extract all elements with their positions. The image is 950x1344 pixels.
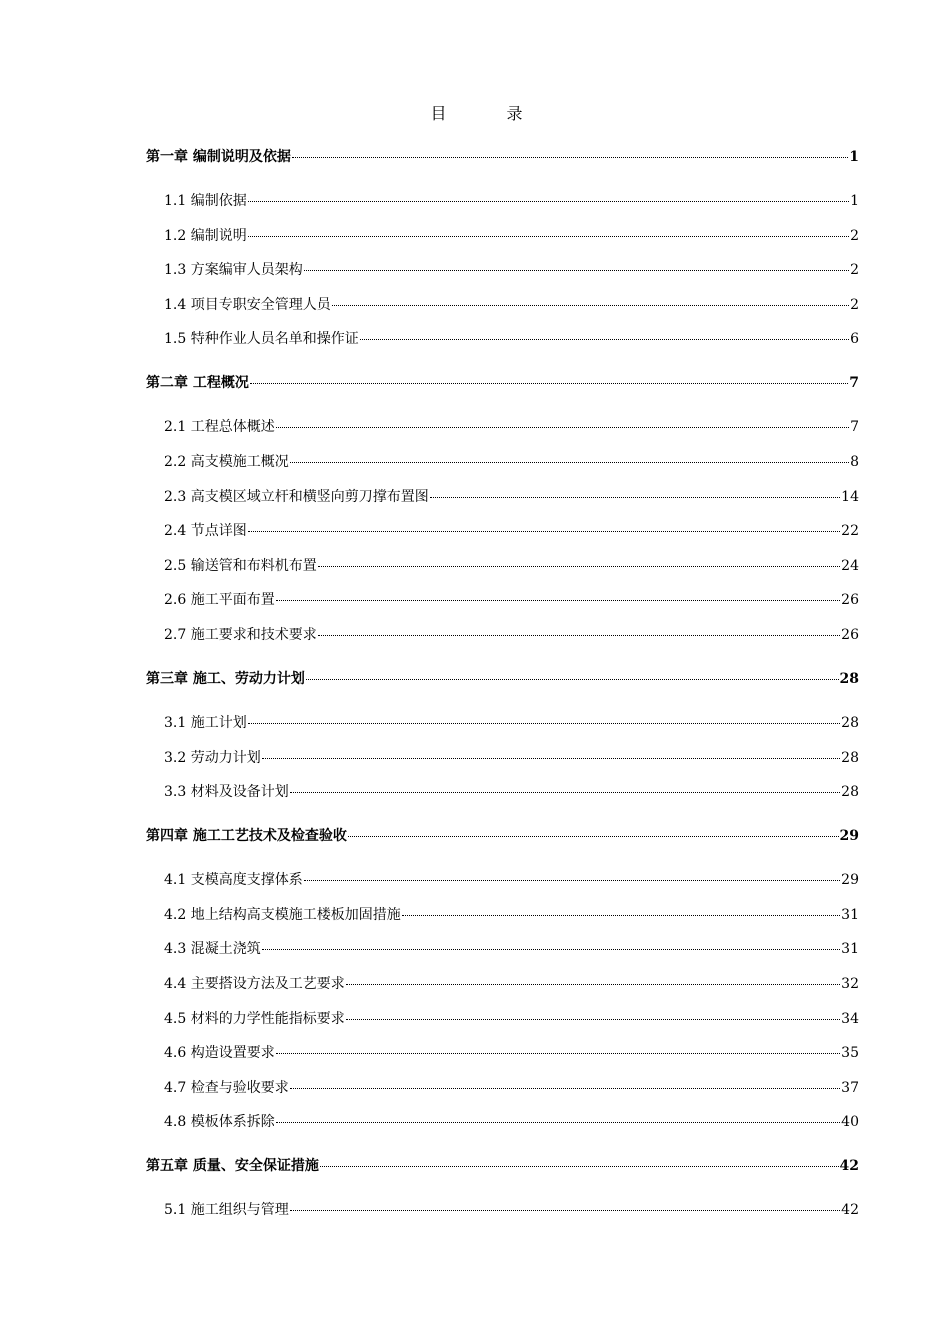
dot-leader [276, 1122, 840, 1123]
toc-entry-page: 28 [841, 749, 859, 766]
toc-entry-page: 28 [839, 671, 859, 687]
dot-leader [248, 531, 840, 532]
toc-entry-page: 31 [841, 941, 859, 958]
dot-leader [318, 566, 840, 567]
toc-entry[interactable] [164, 452, 859, 472]
toc-entry[interactable] [164, 590, 859, 610]
toc-entry-label: 3.3 材料及设备计划 [164, 784, 289, 801]
toc-entry-label: 3.2 劳动力计划 [164, 749, 261, 766]
toc-entry-page: 1 [849, 149, 859, 165]
toc-entry-label: 第二章 工程概况 [146, 375, 249, 392]
toc-entry[interactable] [164, 191, 859, 211]
toc-entry-label: 2.4 节点详图 [164, 523, 247, 540]
toc-entry[interactable] [164, 226, 859, 246]
toc-entry[interactable] [164, 870, 859, 890]
toc-entry[interactable] [146, 669, 859, 689]
toc-entry[interactable] [164, 625, 859, 645]
toc-entry[interactable] [164, 939, 859, 959]
toc-entry-label: 2.3 高支模区域立杆和横竖向剪刀撑布置图 [164, 488, 429, 505]
toc-entry[interactable] [146, 826, 859, 846]
dot-leader [306, 679, 839, 680]
toc-entry-label: 1.1 编制依据 [164, 193, 247, 209]
dot-leader [304, 880, 840, 881]
dot-leader [430, 497, 840, 498]
toc-entry-page: 26 [841, 627, 859, 643]
toc-entry-label: 4.6 构造设置要求 [164, 1045, 275, 1062]
toc-entry[interactable] [164, 1200, 859, 1220]
dot-leader [290, 792, 840, 793]
toc-entry-label: 2.6 施工平面布置 [164, 592, 275, 609]
toc-entry[interactable] [146, 373, 859, 393]
dot-leader [250, 383, 848, 384]
toc-entry-page: 6 [850, 331, 859, 348]
toc-entry[interactable] [164, 487, 859, 507]
toc-entry-page: 28 [841, 784, 859, 801]
toc-entry-label: 2.5 输送管和布料机布置 [164, 557, 317, 574]
dot-leader [276, 427, 849, 428]
toc-entry-label: 4.4 主要搭设方法及工艺要求 [164, 976, 345, 992]
toc-entry[interactable] [164, 905, 859, 925]
toc-entry-page: 42 [841, 1202, 859, 1219]
toc-entry-label: 第五章 质量、安全保证措施 [146, 1158, 319, 1175]
toc-entry[interactable] [164, 1009, 859, 1029]
dot-leader [318, 635, 840, 636]
dot-leader [332, 305, 849, 306]
toc-entry[interactable] [164, 329, 859, 349]
toc-entry-label: 3.1 施工计划 [164, 715, 247, 731]
toc-entry-label: 2.2 高支模施工概况 [164, 454, 289, 470]
dot-leader [348, 836, 839, 837]
dot-leader [248, 723, 840, 724]
toc-entry[interactable] [164, 782, 859, 802]
toc-entry-label: 第三章 施工、劳动力计划 [146, 671, 305, 687]
toc-entry-page: 22 [841, 523, 859, 540]
toc-entry-label: 4.7 检查与验收要求 [164, 1079, 289, 1096]
toc-entry-page: 1 [850, 193, 859, 209]
toc-entry[interactable] [164, 417, 859, 437]
toc-entry-page: 34 [841, 1010, 859, 1027]
toc-entry[interactable] [164, 974, 859, 994]
toc-entry-label: 5.1 施工组织与管理 [164, 1202, 289, 1219]
toc-entry-page: 32 [841, 976, 859, 992]
toc-entry[interactable] [164, 1043, 859, 1063]
dot-leader [248, 236, 849, 237]
toc-entry[interactable] [164, 748, 859, 768]
toc-entry-label: 第一章 编制说明及依据 [146, 149, 291, 165]
toc-entry-page: 37 [841, 1079, 859, 1096]
toc-entry[interactable] [164, 556, 859, 576]
toc-entry[interactable] [164, 713, 859, 733]
dot-leader [262, 949, 840, 950]
dot-leader [402, 915, 840, 916]
toc-entry-label: 第四章 施工工艺技术及检查验收 [146, 828, 347, 845]
toc-title: 目 录 [430, 104, 545, 123]
toc-entry[interactable] [164, 1078, 859, 1098]
toc-entry-page: 8 [850, 454, 859, 470]
dot-leader [292, 157, 848, 158]
toc-entry-page: 31 [841, 906, 859, 923]
toc-entry-page: 2 [850, 296, 859, 313]
dot-leader [360, 339, 849, 340]
toc-entry[interactable] [164, 260, 859, 280]
toc-entry-page: 7 [850, 419, 859, 436]
toc-entry-label: 1.4 项目专职安全管理人员 [164, 296, 331, 313]
toc-entry-label: 4.1 支模高度支撑体系 [164, 872, 303, 889]
dot-leader [320, 1166, 839, 1167]
toc-entry-page: 14 [841, 488, 859, 505]
toc-entry-page: 24 [841, 557, 859, 574]
toc-entry-page: 2 [850, 227, 859, 244]
toc-entry-page: 35 [841, 1045, 859, 1062]
toc-entry-label: 2.1 工程总体概述 [164, 419, 275, 436]
toc-entry-label: 2.7 施工要求和技术要求 [164, 627, 317, 643]
toc-entry-label: 1.3 方案编审人员架构 [164, 262, 303, 279]
dot-leader [290, 462, 849, 463]
dot-leader [262, 758, 840, 759]
toc-entry-page: 26 [841, 592, 859, 609]
dot-leader [276, 600, 840, 601]
dot-leader [276, 1053, 840, 1054]
toc-entry-page: 7 [849, 375, 859, 392]
toc-entry-page: 29 [839, 828, 859, 845]
toc-entry-page: 2 [850, 262, 859, 279]
toc-entry-page: 40 [841, 1114, 859, 1131]
dot-leader [346, 984, 840, 985]
toc-entry-label: 1.2 编制说明 [164, 227, 247, 244]
toc-entry-label: 4.2 地上结构高支模施工楼板加固措施 [164, 906, 401, 923]
dot-leader [248, 201, 849, 202]
toc-entry[interactable] [164, 295, 859, 315]
toc-entry-label: 4.3 混凝土浇筑 [164, 941, 261, 958]
toc-entry-label: 4.5 材料的力学性能指标要求 [164, 1010, 345, 1027]
toc-entry-page: 29 [841, 872, 859, 889]
toc-entry[interactable] [164, 521, 859, 541]
dot-leader [304, 270, 849, 271]
dot-leader [290, 1210, 840, 1211]
toc-entry-label: 1.5 特种作业人员名单和操作证 [164, 331, 359, 348]
dot-leader [290, 1088, 840, 1089]
toc-entry[interactable] [164, 1112, 859, 1132]
toc-entry-page: 42 [839, 1158, 859, 1175]
dot-leader [346, 1019, 840, 1020]
toc-entry-label: 4.8 模板体系拆除 [164, 1114, 275, 1131]
toc-entry[interactable] [146, 147, 859, 167]
toc-entry[interactable] [146, 1156, 859, 1176]
toc-entry-page: 28 [841, 715, 859, 731]
